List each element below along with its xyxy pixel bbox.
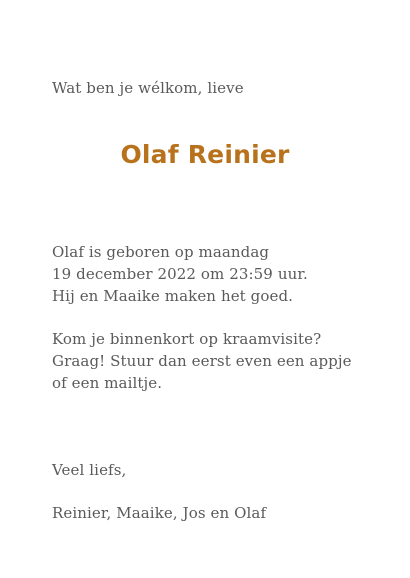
visit-invitation-line: Graag! Stuur dan eerst even een appje (52, 352, 352, 370)
signature-text: Reinier, Maaike, Jos en Olaf (52, 504, 267, 522)
greeting-text: Wat ben je wélkom, lieve (52, 79, 244, 97)
birth-details-line: 19 december 2022 om 23:59 uur. (52, 265, 308, 283)
visit-invitation-line: Kom je binnenkort op kraamvisite? (52, 330, 322, 348)
baby-name: Olaf Reinier (120, 140, 290, 169)
visit-invitation-line: of een mailtje. (52, 374, 163, 392)
birth-details-line: Olaf is geboren op maandag (52, 243, 270, 261)
birth-details-line: Hij en Maaike maken het goed. (52, 287, 294, 305)
closing-text: Veel liefs, (52, 461, 127, 479)
